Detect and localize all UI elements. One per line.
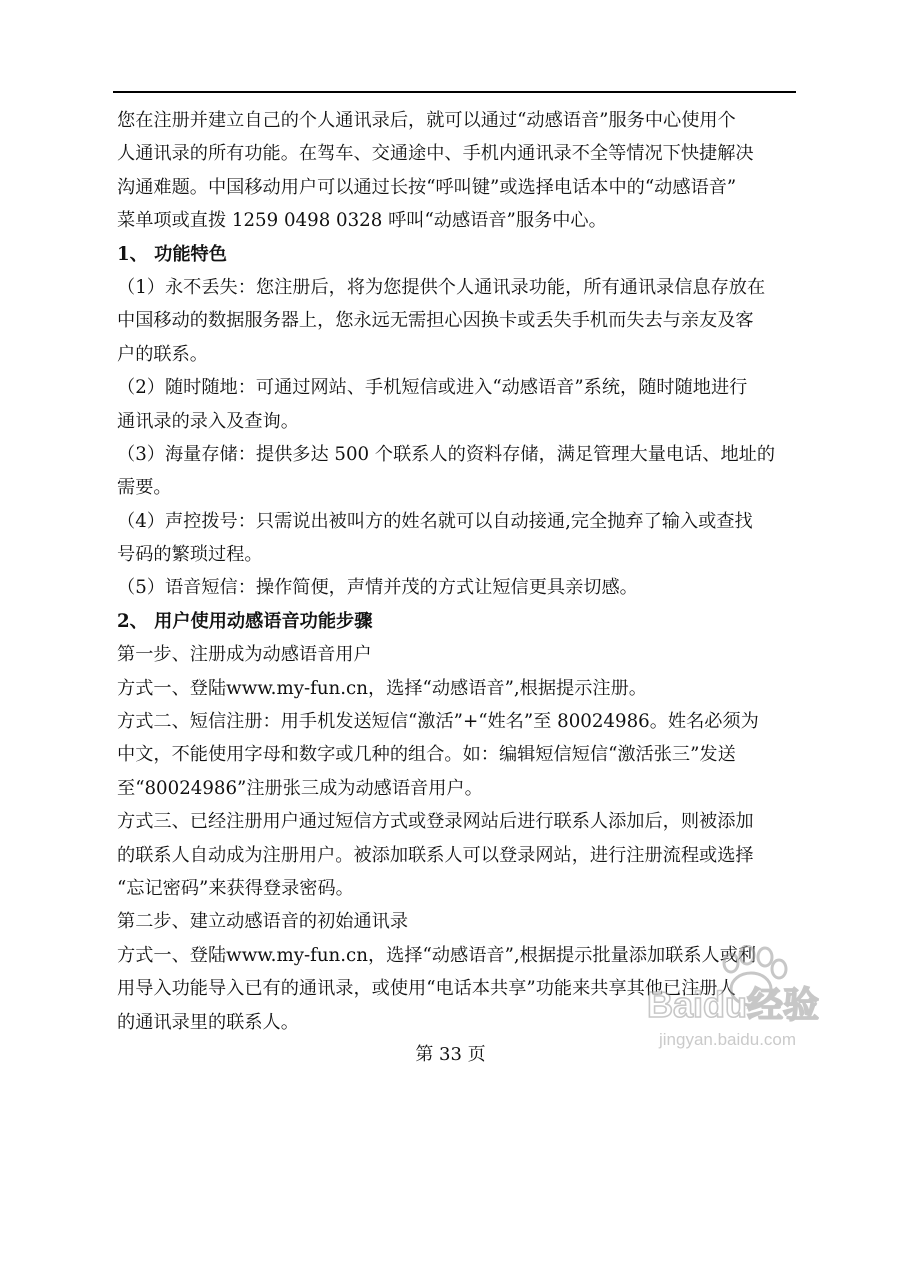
section-heading: 1、 功能特色	[117, 243, 227, 265]
paragraph-line: 用导入功能导入已有的通讯录，或使用“电话本共享”功能来共享其他已注册人	[117, 978, 736, 1000]
paragraph-line: （5）语音短信：操作简便，声情并茂的方式让短信更具亲切感。	[117, 577, 638, 599]
section-heading: 2、 用户使用动感语音功能步骤	[117, 610, 373, 632]
paragraph-line: 号码的繁琐过程。	[117, 544, 263, 566]
paragraph-line: 方式二、短信注册：用手机发送短信“激活”+“姓名”至 80024986。姓名必须为	[117, 711, 759, 733]
paragraph-line: 中国移动的数据服务器上，您永远无需担心因换卡或丢失手机而失去与亲友及客	[117, 310, 754, 332]
paragraph-line: （2）随时随地：可通过网站、手机短信或进入“动感语音”系统，随时随地进行	[117, 377, 748, 399]
paragraph-line: “忘记密码”来获得登录密码。	[117, 877, 354, 899]
page-number: 第 33 页	[415, 1044, 486, 1065]
paragraph-line: （1）永不丢失：您注册后，将为您提供个人通讯录功能，所有通讯录信息存放在	[117, 276, 766, 298]
header-rule	[113, 91, 796, 93]
paragraph-line: （3）海量存储：提供多达 500 个联系人的资料存储，满足管理大量电话、地址的	[117, 443, 776, 465]
paragraph-line: 的通讯录里的联系人。	[117, 1011, 299, 1033]
paragraph-line: 至“80024986”注册张三成为动感语音用户。	[117, 777, 483, 799]
paragraph-line: （4）声控拨号：只需说出被叫方的姓名就可以自动接通,完全抛弃了输入或查找	[117, 510, 753, 532]
document-body	[117, 104, 803, 1039]
paragraph-line: 方式一、登陆www.my-fun.cn，选择“动感语音”,根据提示批量添加联系人或利	[117, 944, 757, 966]
paragraph-line: 的联系人自动成为注册用户。被添加联系人可以登录网站，进行注册流程或选择	[117, 844, 754, 866]
paragraph-line: 需要。	[117, 477, 172, 499]
watermark-url: jingyan.baidu.com	[659, 1030, 797, 1049]
paragraph-line: 您在注册并建立自己的个人通讯录后，就可以通过“动感语音”服务中心使用个	[117, 110, 736, 131]
paragraph-line: 方式一、登陆www.my-fun.cn，选择“动感语音”,根据提示注册。	[117, 677, 647, 699]
paragraph-line: 户的联系。	[117, 343, 208, 365]
paragraph-line: 沟通难题。中国移动用户可以通过长按“呼叫键”或选择电话本中的“动感语音”	[117, 176, 737, 198]
paragraph-line: 菜单项或直拨 1259 0498 0328 呼叫“动感语音”服务中心。	[117, 210, 607, 232]
baidu-jingyan-watermark	[639, 945, 859, 1055]
paragraph-line: 第一步、注册成为动感语音用户	[117, 644, 372, 666]
paragraph-line: 人通讯录的所有功能。在驾车、交通途中、手机内通讯录不全等情况下快捷解决	[117, 143, 754, 165]
paragraph-line: 第二步、建立动感语音的初始通讯录	[117, 911, 409, 933]
paragraph-line: 方式三、已经注册用户通过短信方式或登录网站后进行联系人添加后，则被添加	[117, 811, 754, 833]
watermark-brand: Baidu经验	[647, 984, 820, 1025]
paragraph-line: 通讯录的录入及查询。	[117, 410, 299, 432]
paragraph-line: 中文，不能使用字母和数字或几种的组合。如：编辑短信短信“激活张三”发送	[117, 744, 736, 766]
